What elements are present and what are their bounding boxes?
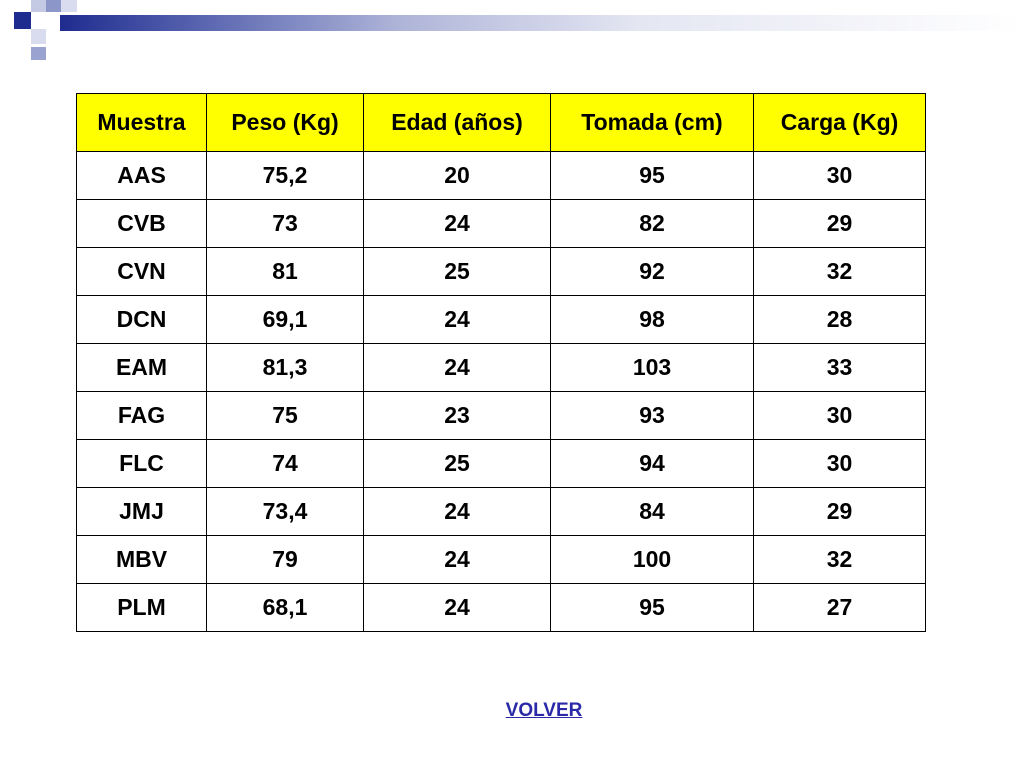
table-cell: FAG (77, 392, 207, 440)
table-cell: 24 (364, 488, 551, 536)
table-cell: 28 (754, 296, 926, 344)
table-row (77, 440, 926, 488)
table-cell: 98 (551, 296, 754, 344)
decorative-square (31, 47, 46, 60)
table-cell: 30 (754, 440, 926, 488)
table-cell: DCN (77, 296, 207, 344)
table-row (77, 392, 926, 440)
decorative-square (46, 0, 61, 12)
table-row (77, 584, 926, 632)
table-cell: 24 (364, 344, 551, 392)
column-header-carga: Carga (Kg) (754, 94, 926, 152)
table-row (77, 296, 926, 344)
table-cell: 68,1 (207, 584, 364, 632)
table-cell: 30 (754, 152, 926, 200)
table-cell: 81,3 (207, 344, 364, 392)
table-cell: 24 (364, 584, 551, 632)
table-cell: 29 (754, 200, 926, 248)
table-cell: 95 (551, 152, 754, 200)
table-cell: AAS (77, 152, 207, 200)
table-cell: 81 (207, 248, 364, 296)
table-cell: 79 (207, 536, 364, 584)
table-row (77, 200, 926, 248)
table-cell: 32 (754, 536, 926, 584)
table-cell: 100 (551, 536, 754, 584)
decorative-square (14, 12, 31, 29)
table-cell: MBV (77, 536, 207, 584)
table-cell: 24 (364, 296, 551, 344)
table-cell: 103 (551, 344, 754, 392)
decorative-square (31, 29, 46, 44)
table-cell: 75,2 (207, 152, 364, 200)
decorative-header-bar (60, 15, 1024, 31)
table-cell: CVN (77, 248, 207, 296)
table-row (77, 248, 926, 296)
table-row (77, 536, 926, 584)
table-cell: 73 (207, 200, 364, 248)
table-row (77, 152, 926, 200)
table-cell: 92 (551, 248, 754, 296)
table-cell: 32 (754, 248, 926, 296)
table-cell: JMJ (77, 488, 207, 536)
table-cell: FLC (77, 440, 207, 488)
table-cell: 20 (364, 152, 551, 200)
table-cell: 24 (364, 536, 551, 584)
table-cell: 25 (364, 440, 551, 488)
table-cell: 25 (364, 248, 551, 296)
table-cell: 95 (551, 584, 754, 632)
table-cell: 69,1 (207, 296, 364, 344)
table-cell: 73,4 (207, 488, 364, 536)
table-row (77, 344, 926, 392)
table-cell: CVB (77, 200, 207, 248)
table-cell: 33 (754, 344, 926, 392)
table-cell: 29 (754, 488, 926, 536)
volver-link[interactable]: VOLVER (505, 700, 583, 721)
table-cell: 27 (754, 584, 926, 632)
data-table (76, 93, 926, 632)
table-cell: 30 (754, 392, 926, 440)
column-header-muestra: Muestra (77, 94, 207, 152)
table-cell: 93 (551, 392, 754, 440)
table-cell: 84 (551, 488, 754, 536)
table-cell: 75 (207, 392, 364, 440)
table-header-row (77, 94, 926, 152)
table-cell: 23 (364, 392, 551, 440)
column-header-peso: Peso (Kg) (207, 94, 364, 152)
table-cell: 94 (551, 440, 754, 488)
table-row (77, 488, 926, 536)
column-header-tomada: Tomada (cm) (551, 94, 754, 152)
table-cell: EAM (77, 344, 207, 392)
column-header-edad: Edad (años) (364, 94, 551, 152)
table-cell: 82 (551, 200, 754, 248)
table-cell: PLM (77, 584, 207, 632)
table-cell: 24 (364, 200, 551, 248)
decorative-square (31, 0, 46, 12)
table-cell: 74 (207, 440, 364, 488)
decorative-square (61, 0, 77, 12)
